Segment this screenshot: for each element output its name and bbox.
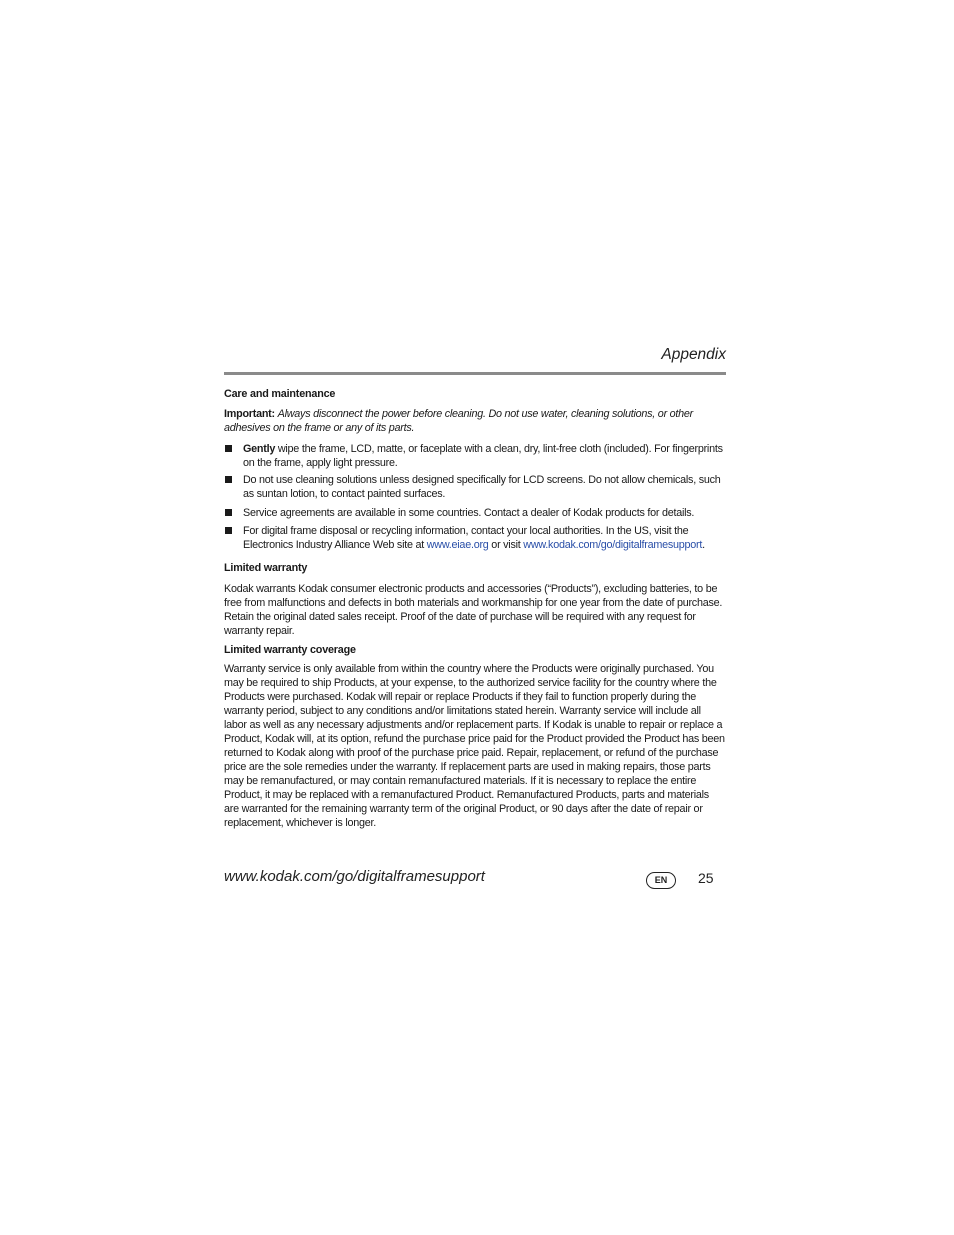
bullet-square-icon bbox=[225, 445, 232, 452]
page-body bbox=[224, 387, 726, 830]
coverage-text: Warranty service is only available from within the country where the Products were originally purchased. You may be required to ship Products, at your expense, to the authorized service facility for the country where the Products were purchased. Kodak will repair or replace Products if they fail to function properly during the warranty period, subject to any conditions and/or limitations stated herein. Warranty service will include all labor as well as any necessary adjustments and/or replacement parts. If Kodak is unable to repair or replace a Product, Kodak will, at its option, refund the purchase price paid for the Product provided the Product has been returned to Kodak along with proof of the purchase price paid. Repair, replacement, or refund of the purchase price are the sole remedies under the warranty. If replacement parts are used in making repairs, those parts may be remanufactured, or may contain remanufactured materials. If it is necessary to replace the entire Product, it may be replaced with a remanufactured Product. Remanufactured Products, parts and materials are warranted for the remaining warranty term of the original Product, or 90 days after the date of repair or replacement, whichever is longer. bbox=[224, 663, 725, 829]
limited-warranty-text: Kodak warrants Kodak consumer electronic products and accessories (“Products”), excluding batteries, to be free from malfunctions and defects in both materials and workmanship for one year from the date of purchase. Retain the original dated sales receipt. Proof of the date of purchase will be required with any request for warranty repair. bbox=[224, 583, 723, 637]
list-item bbox=[224, 524, 726, 552]
manual-page bbox=[224, 344, 726, 830]
bullet-square-icon bbox=[225, 527, 232, 534]
page-number: 25 bbox=[698, 870, 714, 886]
bullet-text: Service agreements are available in some countries. Contact a dealer of Kodak products for details. bbox=[243, 507, 695, 519]
eiae-link[interactable]: www.eiae.org bbox=[426, 539, 489, 551]
list-item bbox=[224, 473, 726, 501]
bullet-square-icon bbox=[225, 509, 232, 516]
header-divider bbox=[224, 372, 726, 375]
bullet-lead: Gently bbox=[243, 443, 276, 455]
footer-url-link[interactable]: www.kodak.com/go/digitalframesupport bbox=[224, 868, 485, 885]
bullet-text: or visit bbox=[488, 539, 524, 551]
bullet-text: Do not use cleaning solutions unless designed specifically for LCD screens. Do not allow chemicals, such as suntan lotion, to contact painted surfaces. bbox=[243, 474, 721, 500]
section-title: Appendix bbox=[661, 346, 726, 363]
coverage-heading: Limited warranty coverage bbox=[224, 644, 356, 656]
kodak-support-link[interactable]: www.kodak.com/go/digitalframesupport bbox=[523, 539, 703, 551]
important-note bbox=[224, 407, 726, 435]
bullet-square-icon bbox=[225, 476, 232, 483]
language-badge: EN bbox=[646, 872, 676, 889]
bullet-text: For digital frame disposal or recycling information, contact your local authorities. In the US, visit the Electronics Industry Alliance Web site at bbox=[243, 525, 689, 551]
care-bullet-list bbox=[224, 442, 726, 552]
important-label: Important: bbox=[224, 408, 275, 420]
list-item bbox=[224, 506, 726, 520]
important-text: Always disconnect the power before cleaning. Do not use water, cleaning solutions, or other adhesives on the frame or any of its parts. bbox=[224, 408, 694, 434]
bullet-text: wipe the frame, LCD, matte, or faceplate with a clean, dry, lint-free cloth (included). For fingerprints on the frame, apply light pressure. bbox=[243, 443, 723, 469]
care-heading: Care and maintenance bbox=[224, 388, 336, 400]
bullet-text: . bbox=[702, 539, 705, 551]
list-item bbox=[224, 442, 726, 470]
limited-warranty-heading: Limited warranty bbox=[224, 562, 308, 574]
